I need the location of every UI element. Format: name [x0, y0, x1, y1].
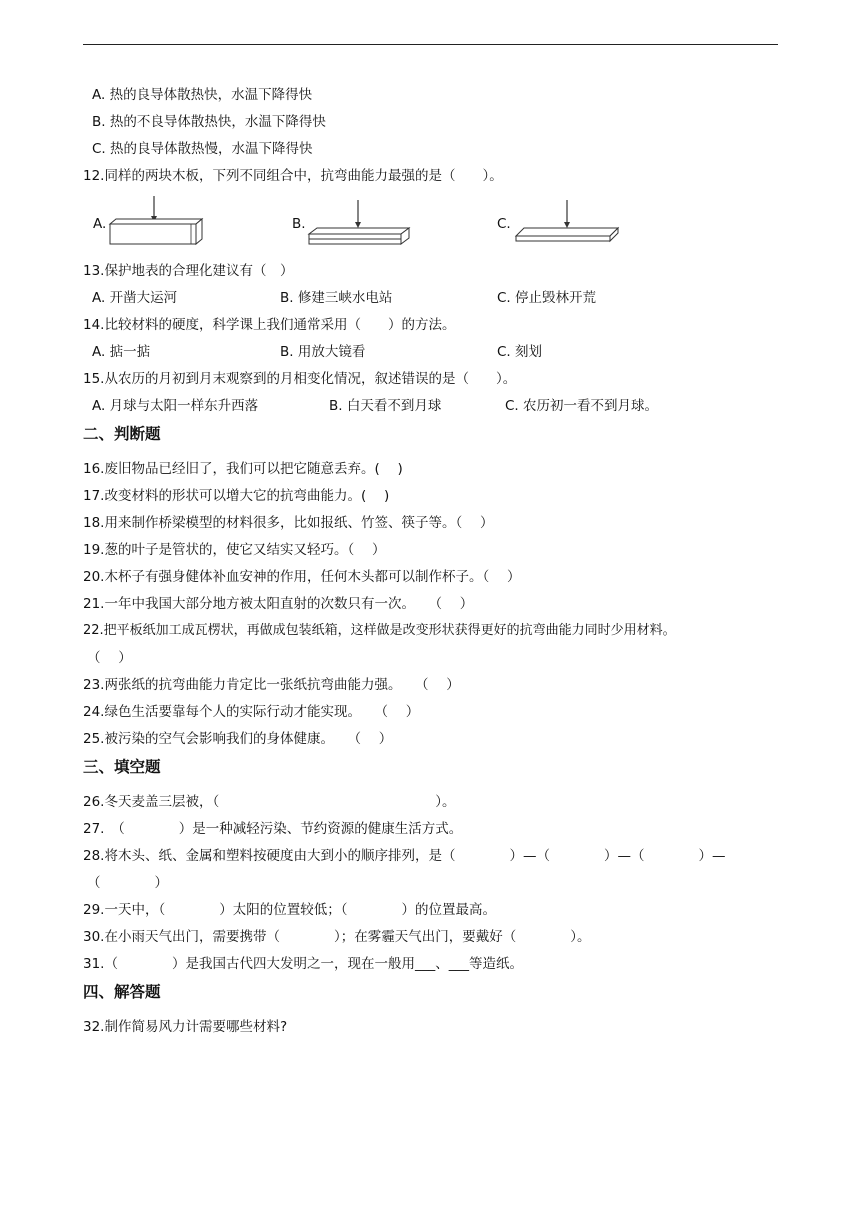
section-heading-answer: 四、解答题 [83, 983, 161, 1001]
answer-item-32: 32.制作简易风力计需要哪些材料? [83, 1019, 288, 1035]
q12-option-a-label[interactable]: A. [93, 216, 107, 232]
fill-item-29: 29.一天中，（ ）太阳的位置较低；（ ）的位置最高。 [83, 902, 496, 918]
q15-option-b[interactable]: B. 白天看不到月球 [329, 398, 442, 414]
q13-stem: 13.保护地表的合理化建议有（ ） [83, 263, 294, 279]
q15-stem: 15.从农历的月初到月末观察到的月相变化情况，叙述错误的是（ ）。 [83, 371, 517, 387]
header-rule [83, 44, 778, 45]
q11-option-b[interactable]: B. 热的不良导体散热快，水温下降得快 [92, 114, 326, 130]
fill-item-28: 28.将木头、纸、金属和塑料按硬度由大到小的顺序排列，是（ ）—（ ）—（ ）— [83, 848, 726, 864]
judge-item-22-bracket: （ ） [87, 650, 132, 666]
q11-option-c[interactable]: C. 热的良导体散热慢，水温下降得快 [92, 141, 313, 157]
q12-figure-a-stacked-boards [106, 194, 206, 250]
judge-item-23: 23.两张纸的抗弯曲能力肯定比一张纸抗弯曲能力强。 （ ） [83, 677, 460, 693]
judge-item-19: 19.葱的叶子是管状的，使它又结实又轻巧。（ ） [83, 542, 386, 558]
section-heading-fill-in: 三、填空题 [83, 758, 161, 776]
q14-option-a[interactable]: A. 掂一掂 [92, 344, 151, 360]
q12-option-b-label[interactable]: B. [292, 216, 306, 232]
q13-option-b[interactable]: B. 修建三峡水电站 [280, 290, 393, 306]
judge-item-21: 21.一年中我国大部分地方被太阳直射的次数只有一次。 （ ） [83, 596, 474, 612]
q12-stem: 12.同样的两块木板，下列不同组合中，抗弯曲能力最强的是（ ）。 [83, 168, 503, 184]
fill-item-30: 30.在小雨天气出门，需要携带（ ）；在雾霾天气出门，要戴好（ ）。 [83, 929, 591, 945]
judge-item-18: 18.用来制作桥梁模型的材料很多，比如报纸、竹签、筷子等。（ ） [83, 515, 494, 531]
q14-option-b[interactable]: B. 用放大镜看 [280, 344, 366, 360]
judge-item-17: 17.改变材料的形状可以增大它的抗弯曲能力。( ) [83, 488, 390, 504]
judge-item-24: 24.绿色生活要靠每个人的实际行动才能实现。 （ ） [83, 704, 420, 720]
judge-item-22: 22.把平板纸加工成瓦楞状，再做成包装纸箱，这样做是改变形状获得更好的抗弯曲能力同时少用材料。 [83, 623, 676, 638]
section-heading-judgement: 二、判断题 [83, 425, 161, 443]
fill-item-31: 31.（ ）是我国古代四大发明之一，现在一般用___、___等造纸。 [83, 956, 523, 972]
q14-stem: 14.比较材料的硬度，科学课上我们通常采用（ ）的方法。 [83, 317, 456, 333]
fill-item-26: 26.冬天麦盖三层被，（ ）。 [83, 794, 456, 810]
q13-option-c[interactable]: C. 停止毁林开荒 [497, 290, 597, 306]
q11-option-a[interactable]: A. 热的良导体散热快，水温下降得快 [92, 87, 313, 103]
q12-figure-c-flat-board [512, 198, 624, 248]
q12-option-c-label[interactable]: C. [497, 216, 511, 232]
q15-option-c[interactable]: C. 农历初一看不到月球。 [505, 398, 659, 414]
fill-item-27: 27. （ ）是一种减轻污染、节约资源的健康生活方式。 [83, 821, 463, 837]
judge-item-25: 25.被污染的空气会影响我们的身体健康。 （ ） [83, 731, 393, 747]
judge-item-16: 16.废旧物品已经旧了，我们可以把它随意丢弃。( ) [83, 461, 403, 477]
q15-option-a[interactable]: A. 月球与太阳一样东升西落 [92, 398, 259, 414]
q12-figure-b-layered-boards [305, 198, 415, 248]
q14-option-c[interactable]: C. 刻划 [497, 344, 543, 360]
fill-item-28-bracket: （ ） [87, 875, 168, 891]
judge-item-20: 20.木杯子有强身健体补血安神的作用，任何木头都可以制作杯子。（ ） [83, 569, 521, 585]
q13-option-a[interactable]: A. 开凿大运河 [92, 290, 178, 306]
